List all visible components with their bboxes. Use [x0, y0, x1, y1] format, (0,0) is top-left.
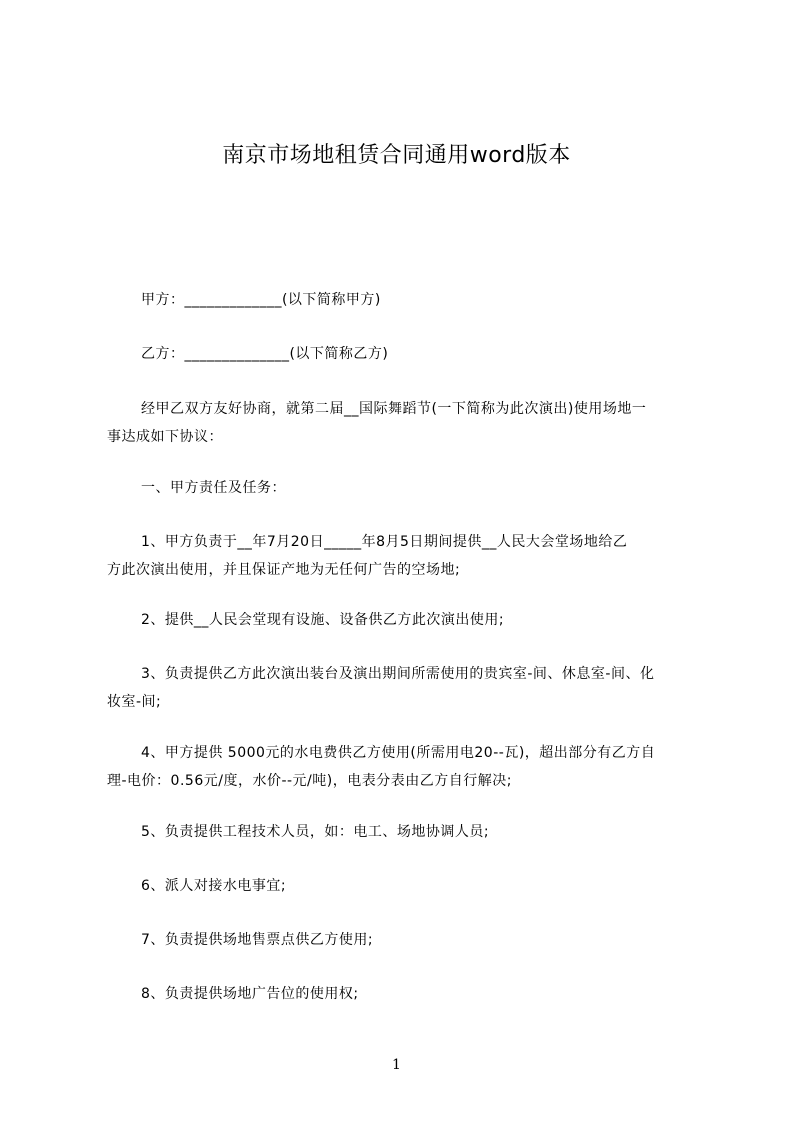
clause-7-paragraph: [107, 926, 707, 954]
clause-4-paragraph: [107, 739, 707, 795]
clause-8-paragraph: [107, 980, 707, 1008]
paragraph-line: 6、派人对接水电事宜;: [107, 878, 287, 894]
page-number: 1: [392, 1057, 401, 1073]
section-heading-party-a: [107, 474, 707, 502]
paragraph-line: 理-电价：0.56元/度，水价--元/吨)，电表分表由乙方自行解决;: [107, 773, 512, 789]
clause-6-paragraph: [107, 872, 707, 900]
paragraph-line: 事达成如下协议：: [107, 429, 223, 445]
document-title: 南京市场地租赁合同通用word版本: [222, 143, 571, 168]
paragraph-line: 妆室-间;: [107, 694, 162, 710]
paragraph-line: 经甲乙双方友好协商，就第二届__国际舞蹈节(一下简称为此次演出)使用场地一: [107, 401, 647, 417]
paragraph-line: 3、负责提供乙方此次演出装台及演出期间所需使用的贵宾室-间、休息室-间、化: [107, 666, 655, 682]
paragraph-line: 1、甲方负责于__年7月20日_____年8月5日期间提供__人民大会堂场地给乙: [107, 534, 628, 550]
party-b-paragraph: [107, 340, 707, 368]
clause-5-paragraph: [107, 818, 707, 846]
agreement-intro-paragraph: [107, 395, 707, 451]
paragraph-line: 7、负责提供场地售票点供乙方使用;: [107, 932, 374, 948]
clause-1-paragraph: [107, 528, 707, 584]
paragraph-line: 4、甲方提供 5000元的水电费供乙方使用(所需用电20--瓦)，超出部分有乙方自: [107, 745, 656, 761]
paragraph-line: 一、甲方责任及任务：: [107, 480, 286, 496]
paragraph-line: 5、负责提供工程技术人员，如：电工、场地协调人员;: [107, 824, 490, 840]
clause-3-paragraph: [107, 660, 707, 716]
party-a-paragraph: [107, 286, 707, 314]
paragraph-line: 2、提供__人民会堂现有设施、设备供乙方此次演出使用;: [107, 612, 505, 628]
clause-2-paragraph: [107, 606, 707, 634]
paragraph-line: 甲方：_____________(以下简称甲方): [107, 292, 381, 308]
paragraph-line: 8、负责提供场地广告位的使用权;: [107, 986, 359, 1002]
paragraph-line: 方此次演出使用，并且保证产地为无任何广告的空场地;: [107, 562, 461, 578]
paragraph-line: 乙方：______________(以下简称乙方): [107, 346, 389, 362]
